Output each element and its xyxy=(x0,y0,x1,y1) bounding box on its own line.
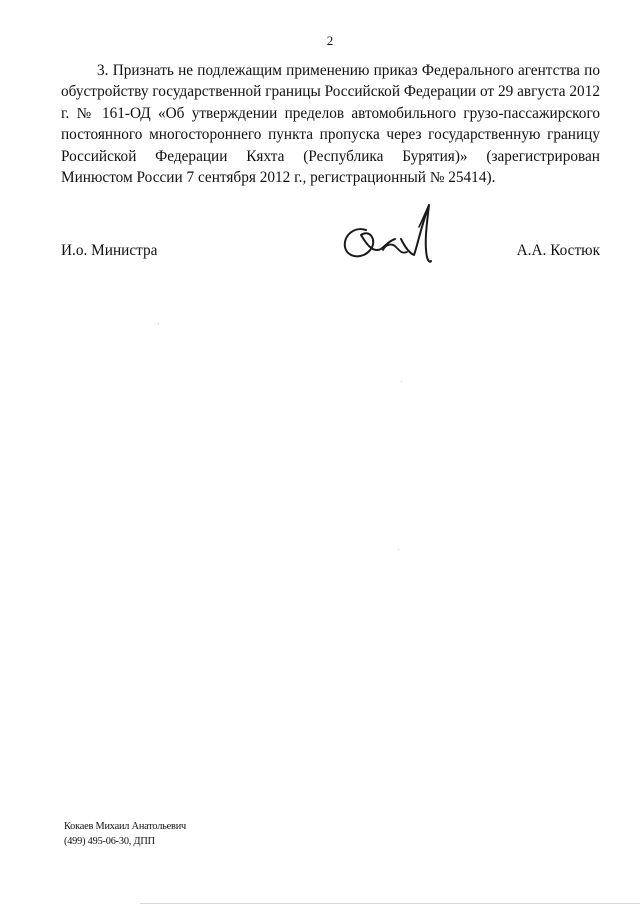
scan-speck xyxy=(158,323,159,324)
handwritten-signature xyxy=(339,197,439,269)
scan-speck xyxy=(398,549,399,550)
paragraph-item-3: 3. Признать не подлежащим применению приказ Федерального агентства по обустройству государственной границы Российской Федерации от 29 августа 2012 г. № 161-ОД «Об утверждении пределов автомобильного грузо-пассажирского постоянного многостороннего пункта пропуска через государственную границу Российской Федерации Кяхта (Республика Бурятия)» (зарегистрирован Минюстом России 7 сентября 2012 г., регистрационный № 25414). xyxy=(61,62,600,187)
executor-contact: (499) 495-06-30, ДПП xyxy=(64,835,155,847)
executor-name: Кокаев Михаил Анатольевич xyxy=(64,821,186,832)
page-number: 2 xyxy=(326,33,334,48)
signer-name: А.А. Костюк xyxy=(516,242,600,259)
signer-position: И.о. Министра xyxy=(61,242,158,259)
scan-speck xyxy=(401,381,402,382)
executor-info xyxy=(64,820,186,849)
signature-block xyxy=(61,240,600,264)
scan-edge-line xyxy=(140,903,640,904)
